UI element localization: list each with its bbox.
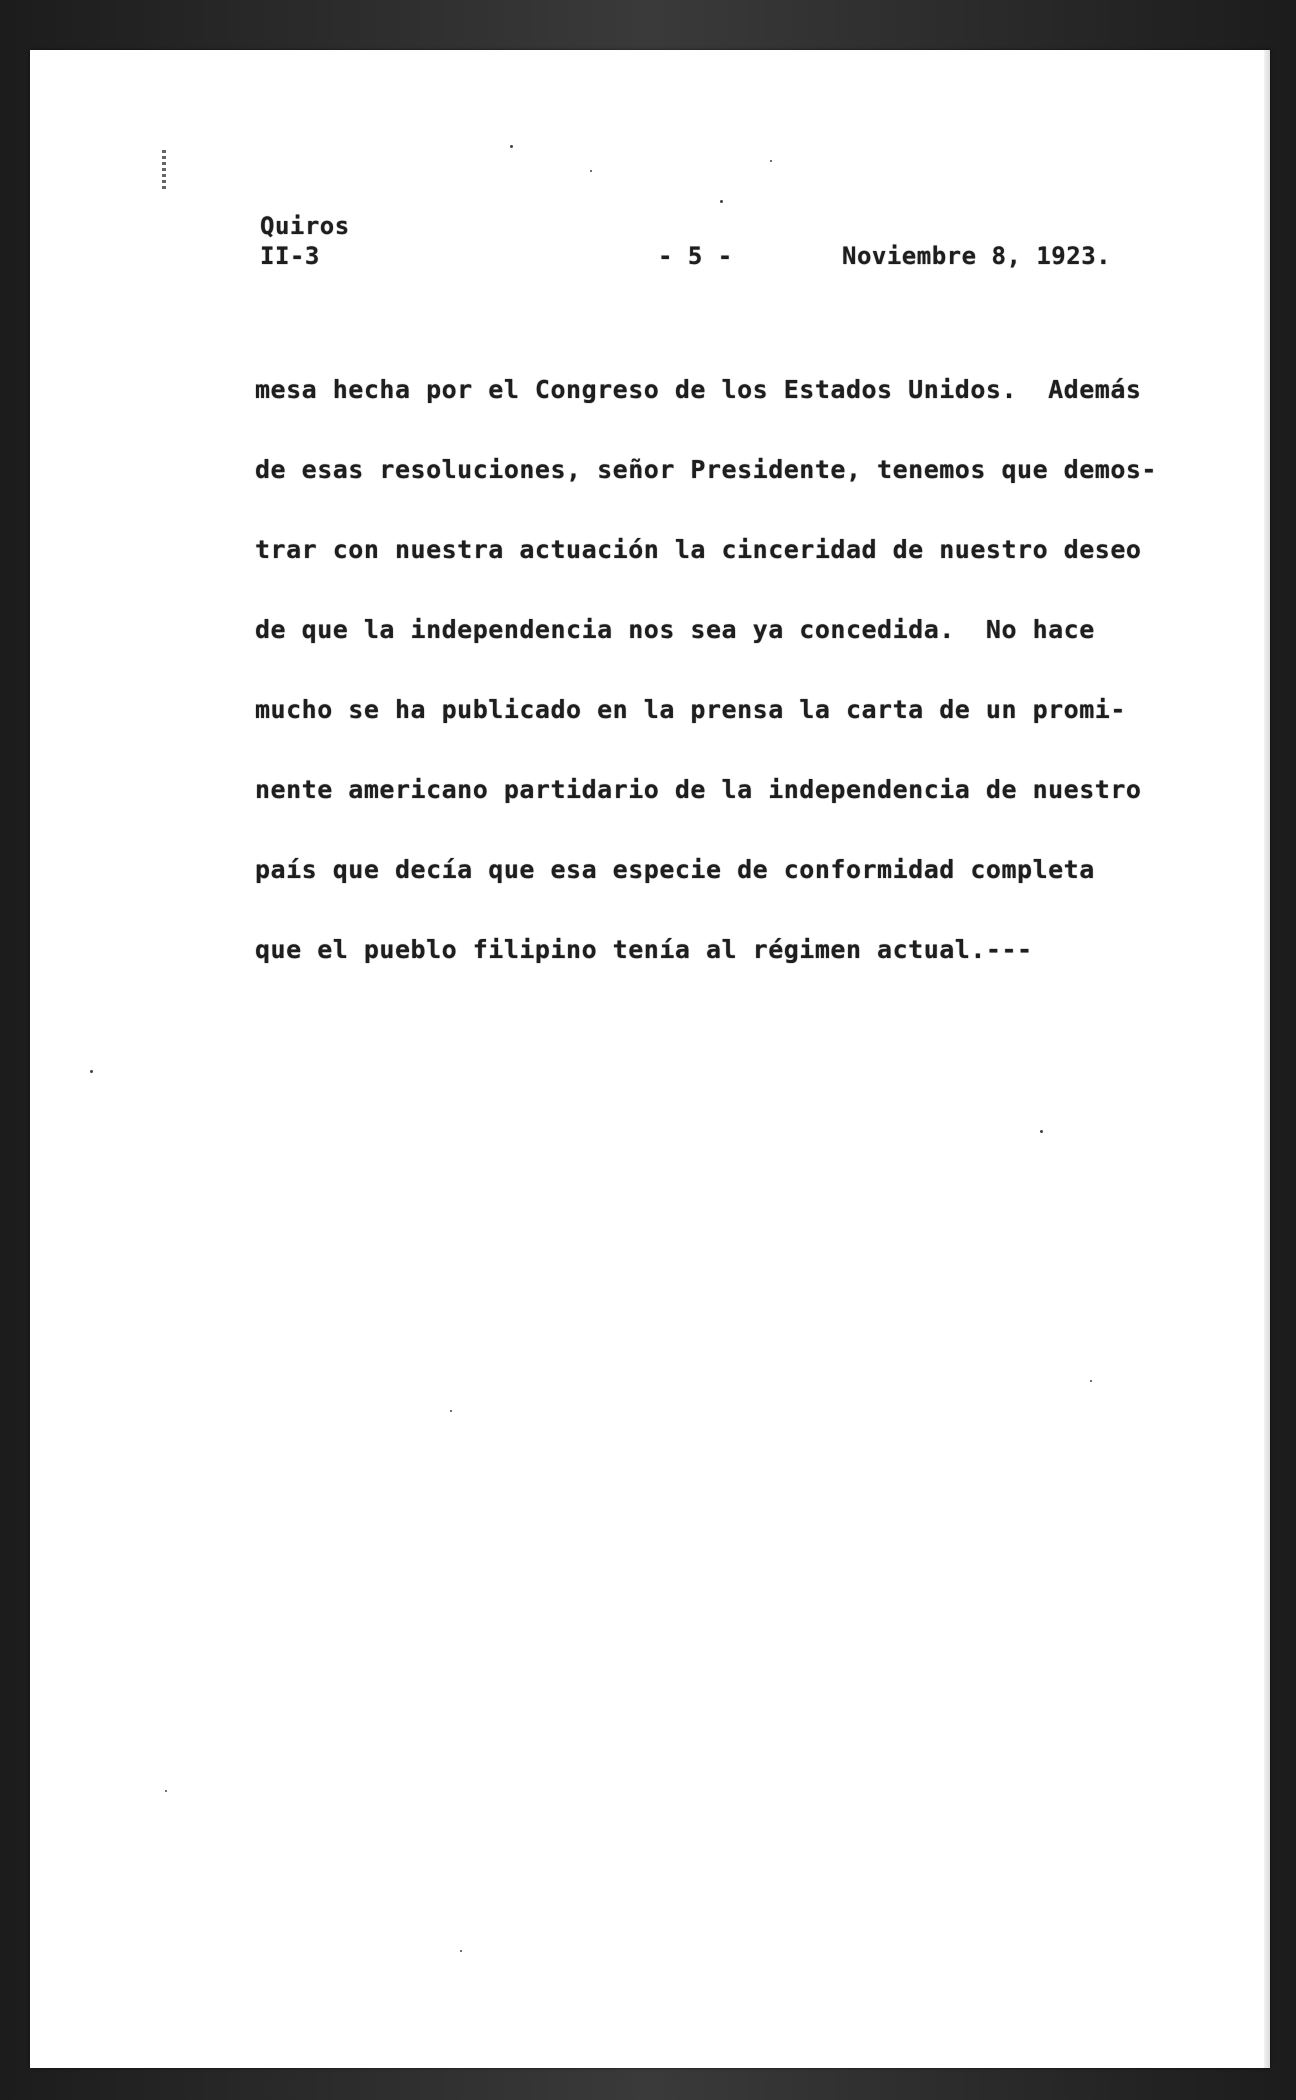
ink-speck bbox=[460, 1950, 462, 1952]
body-line: país que decía que esa especie de conformidad completa bbox=[255, 855, 1095, 884]
body-text bbox=[255, 350, 1235, 990]
ink-speck bbox=[1040, 1130, 1043, 1133]
body-line: de que la independencia nos sea ya concedida. No hace bbox=[255, 615, 1095, 644]
header-name: Quiros bbox=[260, 212, 350, 240]
ink-speck bbox=[720, 200, 723, 203]
ink-speck bbox=[450, 1410, 452, 1412]
body-line: trar con nuestra actuación la cinceridad de nuestro deseo bbox=[255, 535, 1142, 564]
ink-speck bbox=[90, 1070, 93, 1073]
ink-speck bbox=[165, 1790, 167, 1792]
body-line: nente americano partidario de la independencia de nuestro bbox=[255, 775, 1142, 804]
document-page bbox=[30, 50, 1270, 2068]
body-line: mesa hecha por el Congreso de los Estados Unidos. Además bbox=[255, 375, 1142, 404]
ink-speck bbox=[1090, 1380, 1092, 1382]
margin-mark bbox=[162, 150, 166, 190]
page-edge bbox=[1264, 50, 1270, 2068]
ink-speck bbox=[590, 170, 592, 172]
ink-speck bbox=[510, 145, 513, 148]
body-line: de esas resoluciones, señor Presidente, tenemos que demos- bbox=[255, 455, 1157, 484]
body-line: mucho se ha publicado en la prensa la carta de un promi- bbox=[255, 695, 1126, 724]
header-date: Noviembre 8, 1923. bbox=[842, 242, 1112, 270]
header-code: II-3 bbox=[260, 242, 320, 270]
body-line: que el pueblo filipino tenía al régimen actual.--- bbox=[255, 935, 1033, 964]
page-number: - 5 - bbox=[658, 242, 733, 270]
ink-speck bbox=[770, 160, 772, 162]
